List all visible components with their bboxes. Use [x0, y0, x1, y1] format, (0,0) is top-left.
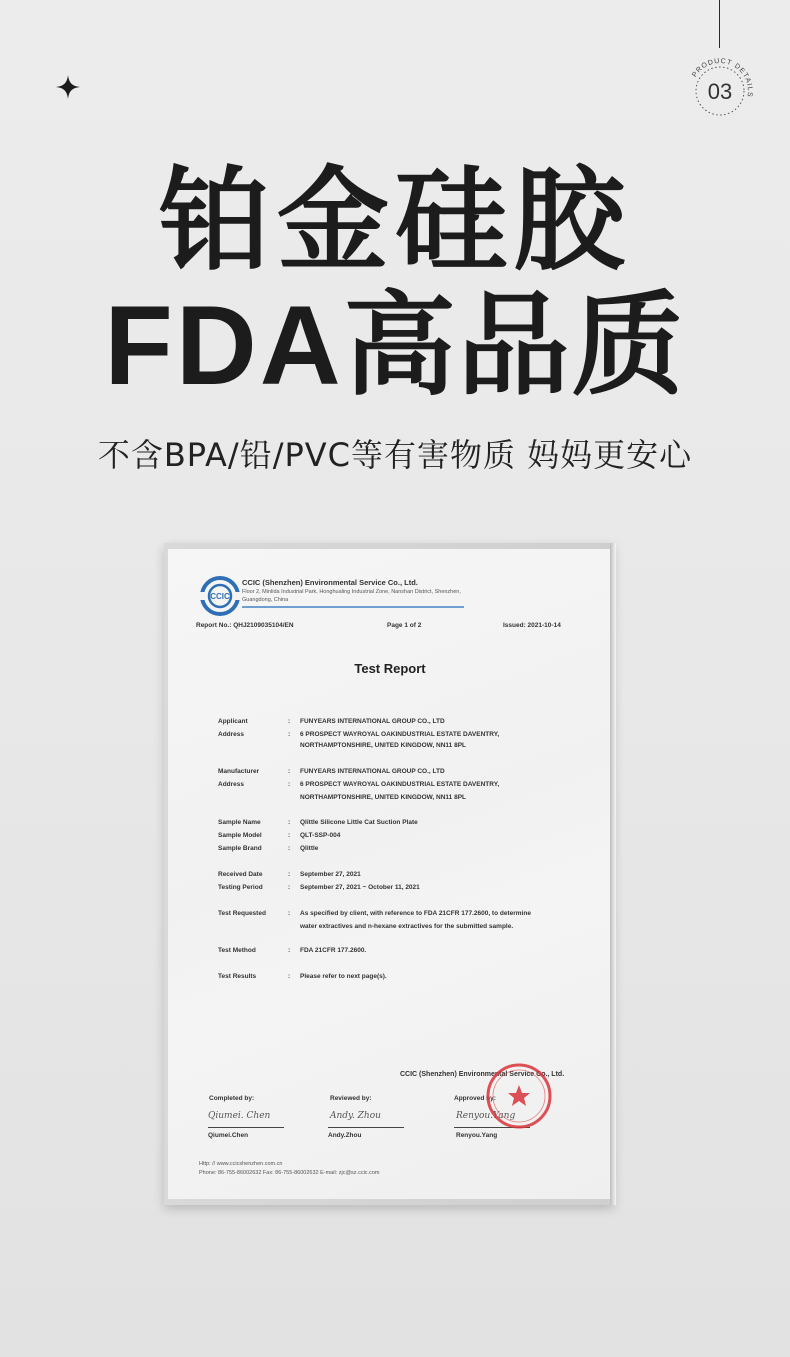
logo-text: CCIC — [210, 592, 230, 601]
manufacturer-value: FUNYEARS INTERNATIONAL GROUP CO., LTD — [300, 768, 445, 775]
applicant-address-line-2: NORTHAMPTONSHIRE, UNITED KINGDOW, NN11 8PL — [300, 742, 467, 749]
received-date-label: Received Date — [218, 871, 263, 878]
headline-line-2 — [0, 281, 790, 411]
address-label: Address — [218, 731, 245, 738]
sample-brand-label: Sample Brand — [218, 845, 262, 852]
product-details-badge — [683, 54, 757, 128]
top-divider-line — [719, 0, 720, 48]
footer-contact: Phone: 86-755-86002632 Fax: 86-755-86002632 E-mail: zjc@sz.ccic.com — [199, 1170, 380, 1176]
colon: : — [288, 845, 291, 852]
test-requested-line-1: As specified by client, with reference to FDA 21CFR 177.2600, to determine — [300, 910, 531, 917]
completed-name: Qiumei.Chen — [208, 1132, 249, 1139]
test-report-certificate — [168, 549, 612, 1199]
received-date-value: September 27, 2021 — [300, 871, 361, 878]
signature-line — [328, 1127, 404, 1128]
colon: : — [288, 718, 291, 725]
colon: : — [288, 884, 291, 891]
signer-organization: CCIC (Shenzhen) Environmental Service Co., Ltd. — [400, 1071, 565, 1078]
colon: : — [288, 973, 291, 980]
manufacturer-address-line-2: NORTHAMPTONSHIRE, UNITED KINGDOW, NN11 8PL — [300, 794, 467, 801]
colon: : — [288, 832, 291, 839]
org-address: Floor 2, Minlida Industrial Park, Honghualing Industrial Zone, Nanshan District, Shenzhen, Guangdong, China — [242, 589, 461, 603]
headline-quality: 高品质 — [343, 281, 686, 411]
test-method-label: Test Method — [218, 947, 256, 954]
colon: : — [288, 910, 291, 917]
testing-period-label: Testing Period — [218, 884, 263, 891]
colon: : — [288, 819, 291, 826]
approved-name: Renyou.Yang — [456, 1132, 498, 1139]
sample-name-value: Qlittle Silicone Little Cat Suction Plate — [300, 819, 418, 826]
testing-period-value: September 27, 2021 ~ October 11, 2021 — [300, 884, 420, 891]
applicant-value: FUNYEARS INTERNATIONAL GROUP CO., LTD — [300, 718, 445, 725]
applicant-label: Applicant — [218, 718, 248, 725]
report-number: Report No.: QHJ2109035104/EN — [196, 622, 294, 629]
sample-model-value: QLT-SSP-004 — [300, 832, 341, 839]
test-results-label: Test Results — [218, 973, 257, 980]
approved-by-label: Approved by: — [454, 1095, 496, 1102]
issued-date: Issued: 2021-10-14 — [503, 622, 561, 629]
completed-signature: Qiumei. Chen — [208, 1111, 271, 1121]
badge-number: 03 — [707, 79, 733, 104]
footer-website: Http: // www.ccicshenzhen.com.cn — [199, 1161, 283, 1167]
ccic-logo-icon — [200, 576, 240, 616]
manufacturer-label: Manufacturer — [218, 768, 260, 775]
test-method-value: FDA 21CFR 177.2600. — [300, 947, 367, 954]
address-label: Address — [218, 781, 245, 788]
frame-edge — [610, 543, 616, 1205]
signature-line — [208, 1127, 284, 1128]
test-results-value: Please refer to next page(s). — [300, 973, 387, 980]
headline-fda: FDA — [104, 283, 344, 408]
colon: : — [288, 947, 291, 954]
colon: : — [288, 731, 291, 738]
sample-name-label: Sample Name — [218, 819, 261, 826]
manufacturer-address-line-1: 6 PROSPECT WAYROYAL OAKINDUSTRIAL ESTATE DAVENTRY, — [300, 781, 500, 788]
reviewed-signature: Andy. Zhou — [330, 1111, 381, 1121]
sparkle-icon — [55, 74, 81, 100]
completed-by-label: Completed by: — [209, 1095, 255, 1102]
sample-brand-value: Qlittle — [300, 845, 319, 852]
red-seal-stamp-icon — [484, 1061, 554, 1131]
applicant-address-line-1: 6 PROSPECT WAYROYAL OAKINDUSTRIAL ESTATE DAVENTRY, — [300, 731, 500, 738]
subheadline: 不含BPA/铅/PVC等有害物质 妈妈更安心 — [97, 436, 693, 474]
reviewed-name: Andy.Zhou — [328, 1132, 362, 1139]
approved-signature: Renyou.Yang — [456, 1111, 516, 1121]
reviewed-by-label: Reviewed by: — [330, 1095, 372, 1102]
headline-line-1: 铂金硅胶 — [159, 156, 631, 286]
test-requested-line-2: water extractives and n-hexane extractives for the submitted sample. — [300, 923, 514, 930]
header-rule — [242, 606, 464, 608]
colon: : — [288, 768, 291, 775]
sample-model-label: Sample Model — [218, 832, 262, 839]
test-requested-label: Test Requested — [218, 910, 266, 917]
colon: : — [288, 871, 291, 878]
badge-ring-text: PRODUCT DETAILS — [691, 57, 754, 98]
org-name: CCIC (Shenzhen) Environmental Service Co., Ltd. — [242, 578, 418, 587]
page-indicator: Page 1 of 2 — [387, 622, 422, 629]
report-title: Test Report — [354, 661, 426, 676]
colon: : — [288, 781, 291, 788]
